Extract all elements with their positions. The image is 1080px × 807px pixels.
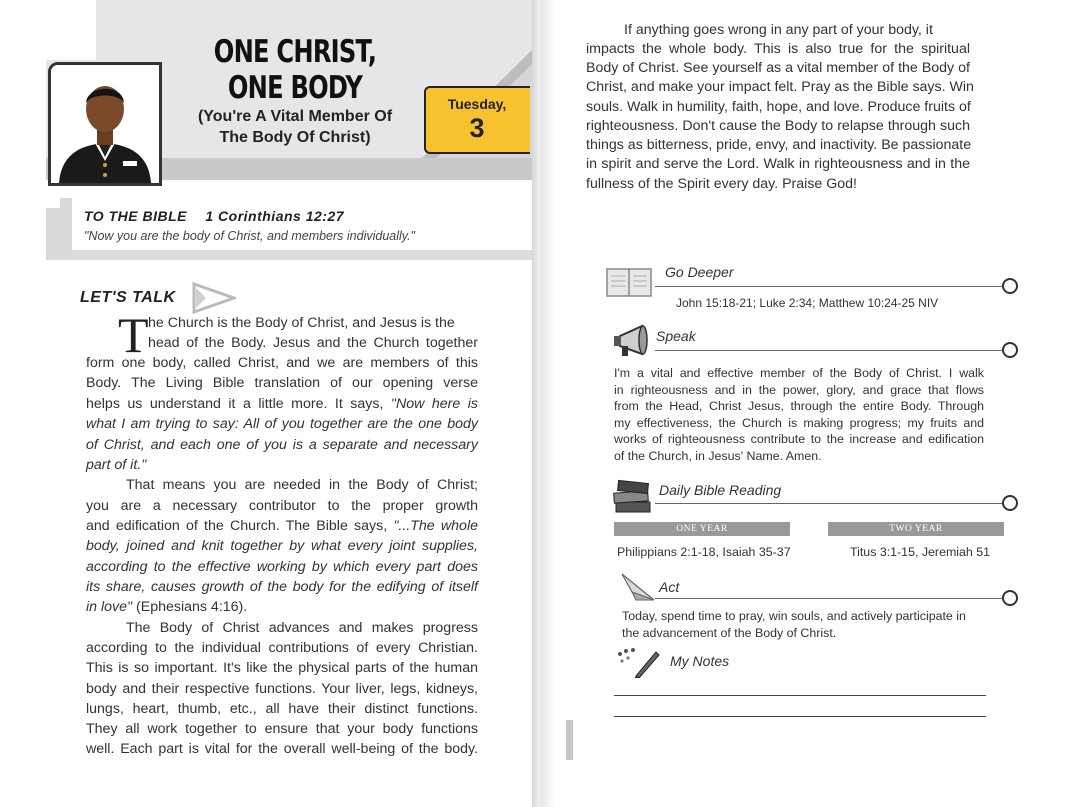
one-year-reading: Philippians 2:1-18, Isaiah 35-37 <box>617 545 791 559</box>
go-deeper-circle-icon <box>1002 278 1018 294</box>
speak-line: of the Church, in Jesus' Name. Amen. <box>614 449 822 463</box>
speak-rule <box>655 350 1005 351</box>
body-line: what I am trying to say: All of you together are the one body <box>86 416 478 432</box>
act-circle-icon <box>1002 590 1018 606</box>
body-line: They all work together to ensure that your body functions <box>86 721 478 737</box>
my-notes-title: My Notes <box>670 653 730 669</box>
speak-line: in righteousness and in the power, glory, and grace that flows <box>614 383 984 397</box>
drop-cap: T <box>118 307 149 363</box>
body-line: its share, causes growth of the body for the edifying of itself <box>86 579 478 595</box>
speak-circle-icon <box>1002 342 1018 358</box>
subtitle-line2: The Body Of Christ) <box>219 129 371 146</box>
body-line: according to the individual contributions of every Christian. <box>86 640 478 656</box>
continuation-line: Christ, and make your impact felt. Pray as the Bible says. Win <box>586 79 974 95</box>
two-year-label: TWO YEAR <box>828 522 1004 536</box>
scripture-reference: 1 Corinthians 12:27 <box>205 208 345 224</box>
body-line: he Church is the Body of Christ, and Jesus is the <box>148 315 455 331</box>
date-number: 3 <box>469 113 485 143</box>
body-line: body, joined and knit together by what every joint supplies, <box>86 538 478 554</box>
body-text: (Ephesians 4:16). <box>132 599 248 615</box>
speak-line: works of righteousness contribute to the increase and edification <box>614 432 984 446</box>
body-line: of Christ, and each one of you is a separate and necessary <box>86 437 478 453</box>
body-line: according to the effective working by which every part does <box>86 559 478 575</box>
continuation-line: impacts the whole body. This is also true for the spiritual <box>586 41 970 57</box>
quote-text: "...The whole <box>393 518 478 534</box>
speak-title: Speak <box>656 328 696 344</box>
body-line: you are a necessary contributor to the proper growth <box>86 498 478 514</box>
body-line <box>86 394 478 414</box>
notes-line[interactable] <box>614 716 986 717</box>
act-title: Act <box>659 579 680 595</box>
continuation-line: souls. Walk in humility, faith, hope, and love. Produce fruits of <box>586 99 971 115</box>
go-deeper-title: Go Deeper <box>665 264 734 280</box>
scroll-indicator <box>566 720 573 760</box>
lets-talk-heading: LET'S TALK <box>80 289 176 306</box>
devotional-title-line2: ONE BODY <box>227 70 363 106</box>
act-line: Today, spend time to pray, win souls, and actively participate in <box>622 609 966 623</box>
continuation-line: If anything goes wrong in any part of your body, it <box>624 22 933 38</box>
body-line: That means you are needed in the Body of Christ; <box>126 477 478 493</box>
devotional-title-line1: ONE CHRIST, <box>213 34 377 70</box>
body-line: head of the Body. Jesus and the Church together <box>148 335 478 351</box>
body-line: The Body of Christ advances and makes progress <box>126 620 478 636</box>
quote-text: "Now here is <box>390 396 478 412</box>
scripture-verse: "Now you are the body of Christ, and members individually." <box>84 229 416 243</box>
subtitle-line1: (You're A Vital Member Of <box>197 108 393 125</box>
body-line: form one body, called Christ, and we are members of this <box>86 355 478 371</box>
body-text: helps us understand it a little more. It says, <box>86 396 391 412</box>
body-line <box>86 597 478 617</box>
stacked-books-icon <box>612 478 654 514</box>
speak-line: my effectiveness, the Church is making progress; my fruits and <box>614 416 984 430</box>
continuation-line: Body of Christ. See yourself as a vital member of the Body of <box>586 60 970 76</box>
go-deeper-rule <box>655 286 1005 287</box>
megaphone-icon <box>612 324 652 358</box>
one-year-label: ONE YEAR <box>614 522 790 536</box>
author-photo <box>48 62 162 186</box>
body-line: lungs, heart, thumb, etc., all have their distinct functions. <box>86 701 478 717</box>
daily-reading-rule <box>655 503 1005 504</box>
body-line: This is so important. It's like the physical parts of the human <box>86 660 478 676</box>
body-line: part of it." <box>86 457 147 473</box>
continuation-line: righteousness. Don't cause the Body to relapse through such <box>586 118 970 134</box>
notes-line[interactable] <box>614 695 986 696</box>
continuation-line: in spirit and serve the Lord. Walk in righteousness and in the <box>586 156 970 172</box>
open-book-icon <box>606 266 652 298</box>
body-line <box>86 516 478 536</box>
pencil-icon <box>616 646 660 678</box>
act-rule <box>655 598 1005 599</box>
page-gutter-shadow <box>540 0 554 807</box>
header-notch <box>46 0 96 60</box>
speak-line: I'm a vital and effective member of the Body of Christ. I walk <box>614 366 984 380</box>
devotional-subtitle <box>178 106 412 148</box>
act-line: the advancement of the Body of Christ. <box>622 626 837 640</box>
two-year-reading: Titus 3:1-15, Jeremiah 51 <box>850 545 991 559</box>
body-line: well. Each part is vital for the overall well-being of the body. <box>86 741 478 757</box>
quote-text: in love" <box>86 599 133 615</box>
date-day: Tuesday, <box>447 96 507 112</box>
to-the-bible-heading <box>84 208 344 224</box>
to-the-bible-label: TO THE BIBLE <box>84 208 187 224</box>
continuation-line: fullness of the Spirit every day. Praise God! <box>586 176 858 192</box>
continuation-line: things as bitterness, pride, envy, and inactivity. Be passionate <box>586 137 972 153</box>
speak-line: from the Head, Christ Jesus, through the entire Body. Through <box>614 399 984 413</box>
body-line: Body. The Living Bible translation of our opening verse <box>86 375 478 391</box>
play-arrow-icon <box>192 282 236 314</box>
go-deeper-references: John 15:18-21; Luke 2:34; Matthew 10:24-25 NIV <box>676 296 939 310</box>
daily-reading-circle-icon <box>1002 495 1018 511</box>
page-gutter <box>532 0 540 807</box>
daily-reading-title: Daily Bible Reading <box>659 482 782 498</box>
body-text: and edification of the Church. The Bible says, <box>86 518 394 534</box>
body-line: body and their respective functions. Your liver, legs, kidneys, <box>86 681 478 697</box>
paper-plane-icon <box>620 570 656 602</box>
